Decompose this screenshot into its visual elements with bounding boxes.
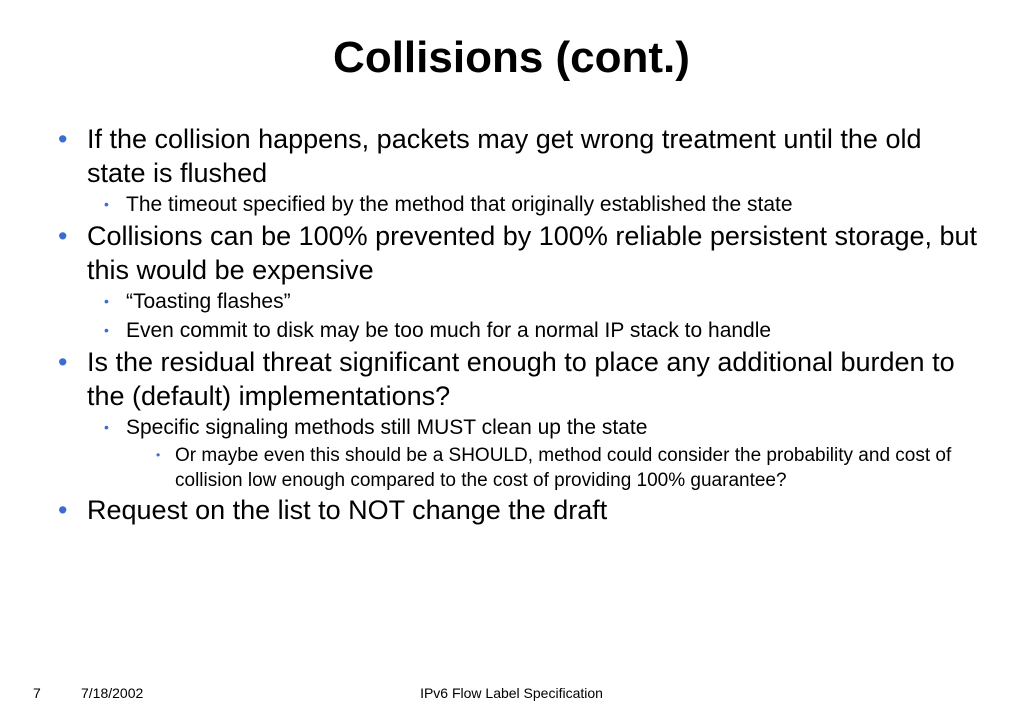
bullet-item-3 bbox=[58, 345, 978, 413]
slide-body bbox=[58, 122, 978, 527]
bullet-dot-icon: • bbox=[58, 347, 68, 377]
sub-bullet-text: “Toasting flashes” bbox=[126, 290, 291, 313]
sub-bullet-item bbox=[58, 287, 978, 316]
sub-bullet-text: The timeout specified by the method that originally established the state bbox=[126, 193, 793, 216]
footer-title: IPv6 Flow Label Specification bbox=[420, 685, 603, 701]
bullet-dot-icon: • bbox=[58, 495, 68, 525]
bullet-item-1 bbox=[58, 122, 978, 190]
footer-date: 7/18/2002 bbox=[81, 685, 144, 701]
bullet-dot-icon: • bbox=[58, 221, 68, 251]
slide-title: Collisions (cont.) bbox=[333, 33, 690, 82]
bullet-item-2 bbox=[58, 219, 978, 287]
sub-bullet-text: Even commit to disk may be too much for a normal IP stack to handle bbox=[126, 319, 772, 342]
sub-sub-bullet-item bbox=[58, 442, 978, 493]
bullet-dot-icon: • bbox=[104, 419, 109, 435]
bullet-text: Is the residual threat significant enough to place any additional burden to the (default) implementations? bbox=[87, 347, 955, 411]
bullet-text: If the collision happens, packets may get wrong treatment until the old state is flushed bbox=[87, 124, 922, 188]
bullet-dot-icon: • bbox=[104, 293, 109, 309]
bullet-text: Request on the list to NOT change the draft bbox=[87, 495, 608, 525]
bullet-item-4 bbox=[58, 493, 978, 527]
sub-bullet-item bbox=[58, 316, 978, 345]
bullet-dot-icon: • bbox=[58, 124, 68, 154]
bullet-dot-icon: • bbox=[104, 322, 109, 338]
bullet-dot-icon: • bbox=[156, 448, 161, 462]
bullet-text: Collisions can be 100% prevented by 100% reliable persistent storage, but this would be expensive bbox=[87, 221, 978, 285]
sub-sub-bullet-text: Or maybe even this should be a SHOULD, method could consider the probability and cost of collision low enough compared to the cost of providing 100% guarantee? bbox=[175, 445, 952, 491]
bullet-dot-icon: • bbox=[104, 196, 109, 212]
sub-bullet-text: Specific signaling methods still MUST clean up the state bbox=[126, 416, 648, 439]
footer-page-number: 7 bbox=[33, 685, 41, 701]
sub-bullet-item bbox=[58, 413, 978, 442]
sub-bullet-item bbox=[58, 190, 978, 219]
